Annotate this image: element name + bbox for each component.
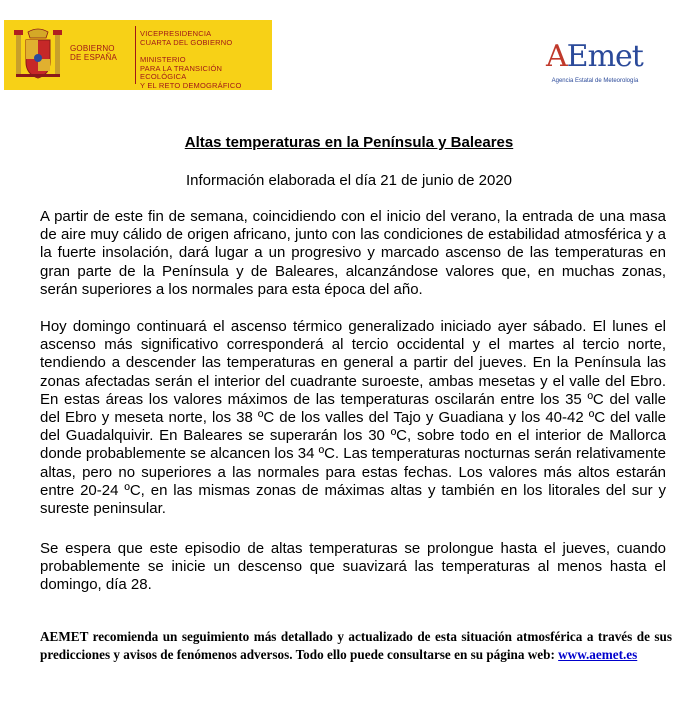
gov-label bbox=[70, 44, 117, 62]
aemet-website-link[interactable]: www.aemet.es bbox=[558, 646, 638, 662]
footer-text: AEMET recomienda un seguimiento más detallado y actualizado de esta situación atmosférica a través de sus predicciones y avisos de fenómenos adversos. Todo ello puede consultarse en su página web: bbox=[40, 629, 672, 662]
paragraph-details: Hoy domingo continuará el ascenso térmico generalizado iniciado ayer sábado. El lunes el ascenso más significativo corresponderá al tercio occidental y el martes al tercio norte, tendiendo a descender las temperaturas en general a partir del jueves. En la Península las zonas afectadas serán el interior del cuadrante suroeste, ambas mesetas y el valle del Ebro. En estas áreas los valores máximos de las temperaturas oscilarán entre los 35 ºC del valle del Ebro y meseta norte, los 38 ºC de los valles del Tajo y Guadiana y los 40-42 ºC del valle del Guadalquivir. En Baleares se superarán los 30 ºC, sobre todo en el interior de Mallorca donde probablemente se alcancen los 34 ºC. Las temperaturas nocturnas serán relativamente altas, pero no superiores a las normales para estas fechas. Los valores más altos estarán entre 20-24 ºC, en las mismas zonas de máximas altas y también en los litorales del sur y sureste peninsular. bbox=[40, 318, 666, 518]
aemet-wordmark bbox=[546, 40, 643, 74]
aemet-subtitle: Agencia Estatal de Meteorología bbox=[551, 78, 639, 84]
ministry-line3: Y EL RETO DEMOGRÁFICO bbox=[140, 80, 242, 90]
ministry-line1: MINISTERIO bbox=[140, 55, 186, 64]
gov-divider bbox=[135, 26, 136, 84]
paragraph-intro: A partir de este fin de semana, coincidiendo con el inicio del verano, la entrada de una masa de aire muy cálido de origen africano, junto con las condiciones de estabilidad atmosférica y a la fuerte insolación, dará lugar a un progresivo y marcado ascenso de las temperaturas en gran parte de la Península y de Baleares, alcanzándose valores que, en muchas zonas, serán superiores a los normales para esta época del año. bbox=[40, 208, 666, 298]
aemet-wordmark-a: A bbox=[546, 39, 567, 74]
document-date: Información elaborada el día 21 de junio de 2020 bbox=[185, 172, 513, 189]
government-logo-banner bbox=[4, 20, 272, 90]
gov-label-line1: GOBIERNO bbox=[70, 44, 115, 53]
paragraph-outlook: Se espera que este episodio de altas temperaturas se prolongue hasta el jueves, cuando probablemente se inicie un descenso que suavizará las temperaturas al menos hasta el domingo, día 28. bbox=[40, 540, 666, 594]
aemet-wordmark-rest: Emet bbox=[566, 39, 643, 74]
footer-recommendation bbox=[40, 628, 672, 663]
vicepresidency-label bbox=[140, 30, 268, 47]
vice-line2: CUARTA DEL GOBIERNO bbox=[140, 37, 233, 47]
ministry-label bbox=[140, 56, 268, 90]
ministry-line2: PARA LA TRANSICIÓN ECOLÓGICA bbox=[140, 63, 223, 81]
document-title: Altas temperaturas en la Península y Baleares bbox=[184, 134, 514, 151]
gov-label-line2: DE ESPAÑA bbox=[70, 53, 117, 62]
coat-of-arms-icon bbox=[12, 26, 64, 84]
aemet-logo bbox=[540, 38, 650, 90]
vice-line1: VICEPRESIDENCIA bbox=[140, 29, 212, 38]
